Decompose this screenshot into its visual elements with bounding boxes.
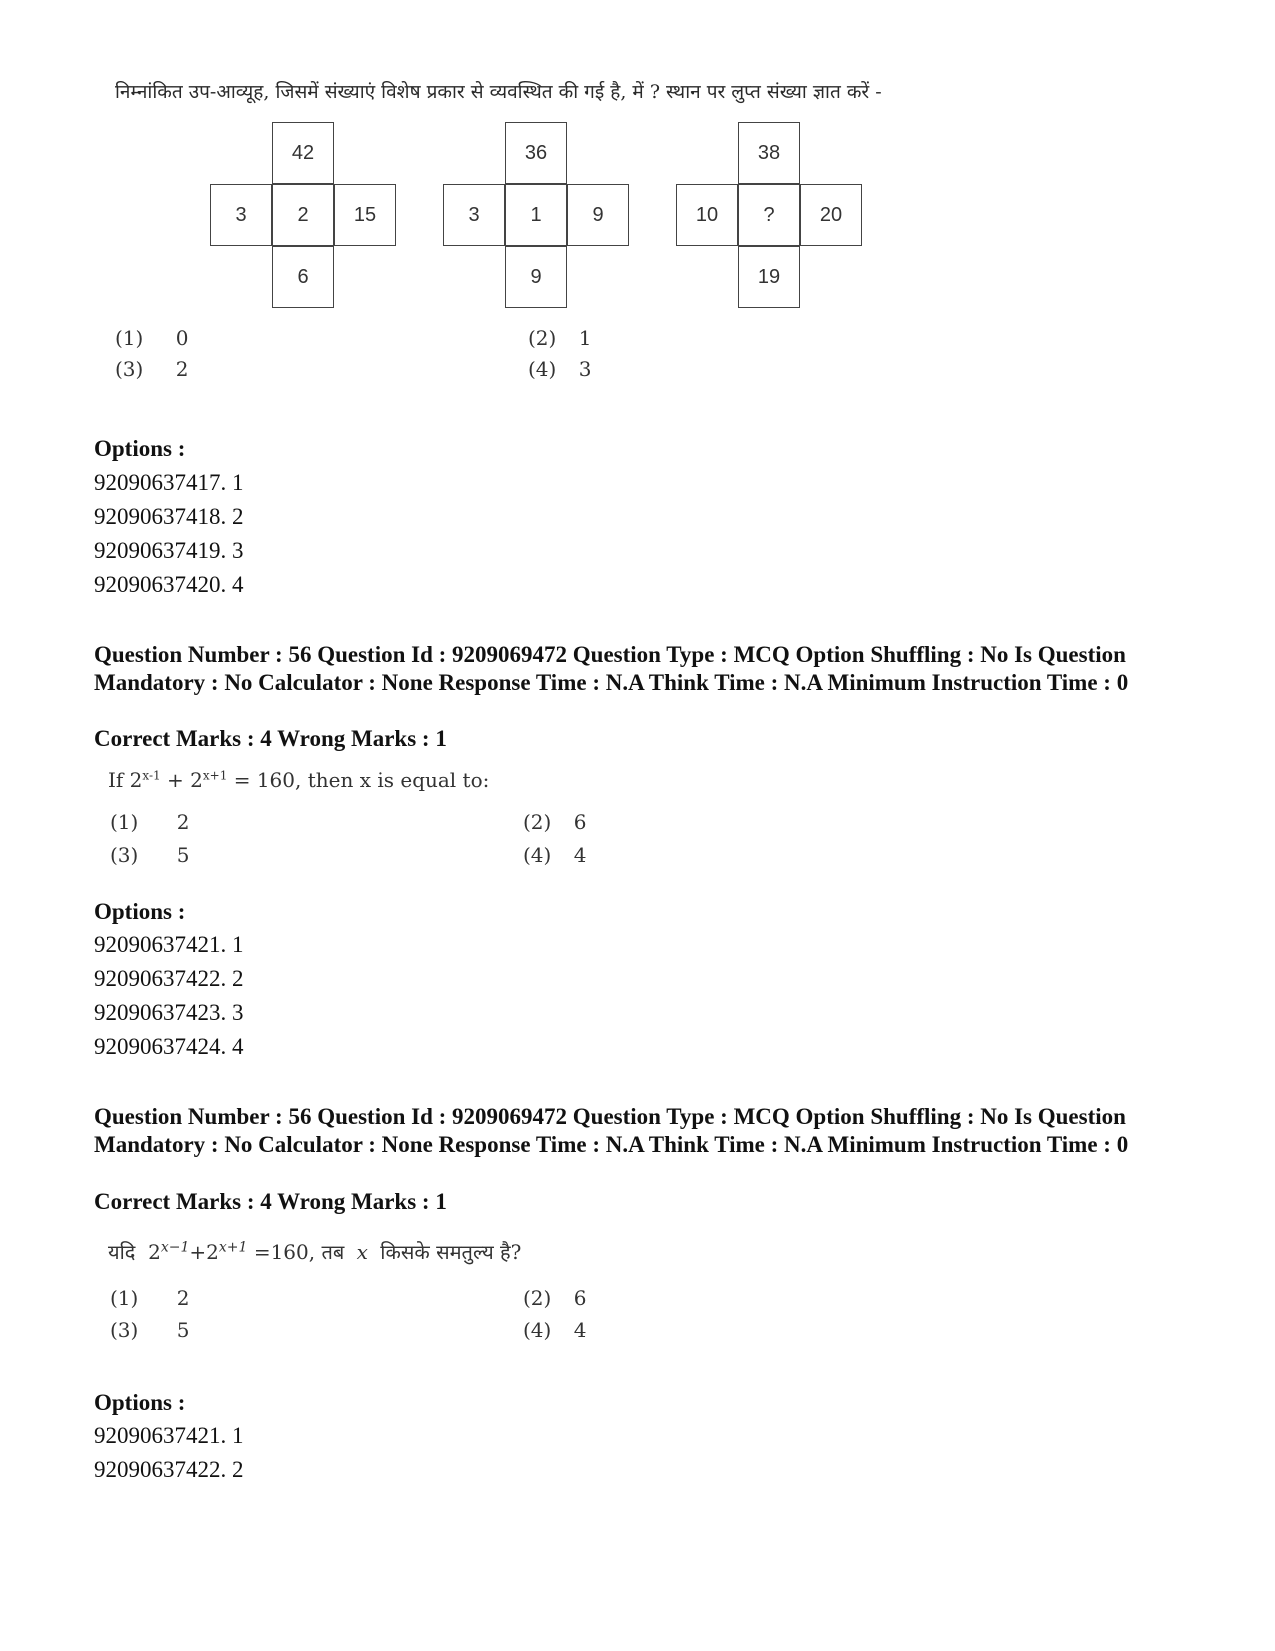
q55-prompt: निम्नांकित उप-आव्यूह, जिसमें संख्याएं विशेष प्रकार से व्यवस्थित की गई है, में ? स्थान पर लुप्त संख्या ज्ञात करें - <box>115 81 882 103</box>
q-variable: x <box>356 1240 368 1264</box>
choice-number: (2) <box>528 326 557 350</box>
q55-options-title: Options : <box>94 436 186 461</box>
cell-right: 9 <box>567 184 629 246</box>
q-base: 2 <box>190 768 203 792</box>
q-then: , तब <box>308 1240 345 1264</box>
q-rest: = 160, then x is equal to: <box>227 768 490 792</box>
choice-value: 5 <box>176 843 190 867</box>
q-exponent: x+1 <box>202 768 228 783</box>
q56-hi-marks: Correct Marks : 4 Wrong Marks : 1 <box>94 1189 447 1214</box>
option-item: 92090637424. 4 <box>94 1034 244 1059</box>
choice-value: 6 <box>573 810 587 834</box>
q-exponent: x+1 <box>218 1239 248 1256</box>
choice-number: (1) <box>110 810 139 834</box>
q56-hi-choice-3 <box>110 1318 189 1342</box>
q-equals: =160 <box>253 1240 309 1264</box>
q-if: यदि <box>108 1240 136 1264</box>
choice-number: (2) <box>523 1286 552 1310</box>
choice-value: 4 <box>573 843 587 867</box>
q-rest: किसके समतुल्य है? <box>380 1240 522 1264</box>
choice-value: 5 <box>176 1318 190 1342</box>
q56-en-options-title: Options : <box>94 899 186 924</box>
q56-en-choice-3 <box>110 843 189 867</box>
choice-number: (3) <box>110 843 139 867</box>
q56-hi-choice-2 <box>523 1286 586 1310</box>
q56-en-marks: Correct Marks : 4 Wrong Marks : 1 <box>94 726 447 751</box>
choice-value: 6 <box>573 1286 587 1310</box>
choice-value: 2 <box>176 810 190 834</box>
cell-right: 15 <box>334 184 396 246</box>
number-cross-figure-3 <box>676 122 872 318</box>
cell-bottom: 19 <box>738 246 800 308</box>
q56-hi-choice-4 <box>523 1318 586 1342</box>
q55-options-list <box>94 466 244 602</box>
choice-number: (1) <box>115 326 144 350</box>
choice-value: 2 <box>175 357 189 381</box>
q56-hi-choice-1 <box>110 1286 189 1310</box>
choice-number: (2) <box>523 810 552 834</box>
cell-right: 20 <box>800 184 862 246</box>
q56-en-choice-4 <box>523 843 586 867</box>
option-item: 92090637421. 1 <box>94 932 244 957</box>
option-item: 92090637422. 2 <box>94 1457 244 1482</box>
q56-en-meta: Question Number : 56 Question Id : 9209069472 Question Type : MCQ Option Shuffling : No Is Question Mandatory : No Calculator : None Response Time : N.A Think Time : N.A Minimum Instruction Time : 0 <box>94 642 1129 695</box>
cell-bottom: 9 <box>505 246 567 308</box>
cell-top: 36 <box>505 122 567 184</box>
cell-center: ? <box>738 184 800 246</box>
option-item: 92090637421. 1 <box>94 1423 244 1448</box>
q56-hi-question <box>108 1238 521 1265</box>
q-exponent: x-1 <box>142 768 161 783</box>
choice-number: (4) <box>528 357 557 381</box>
q-exponent: x−1 <box>160 1239 190 1256</box>
number-cross-figure-2 <box>443 122 639 318</box>
q56-en-choice-2 <box>523 810 586 834</box>
q56-hi-meta: Question Number : 56 Question Id : 9209069472 Question Type : MCQ Option Shuffling : No Is Question Mandatory : No Calculator : None Response Time : N.A Think Time : N.A Minimum Instruction Time : 0 <box>94 1104 1129 1157</box>
option-item: 92090637423. 3 <box>94 1000 244 1025</box>
q-base: 2 <box>148 1240 161 1264</box>
q-if: If <box>108 768 124 792</box>
q55-choice-3 <box>115 357 188 381</box>
option-item: 92090637420. 4 <box>94 572 244 597</box>
choice-value: 3 <box>578 357 592 381</box>
choice-number: (3) <box>110 1318 139 1342</box>
cell-top: 38 <box>738 122 800 184</box>
q56-hi-options-title: Options : <box>94 1390 186 1415</box>
cell-left: 3 <box>443 184 505 246</box>
cell-left: 3 <box>210 184 272 246</box>
q55-choice-2 <box>528 326 591 350</box>
q56-en-question <box>108 768 489 792</box>
number-cross-figure-1 <box>210 122 406 318</box>
choice-number: (4) <box>523 843 552 867</box>
cell-center: 2 <box>272 184 334 246</box>
cell-center: 1 <box>505 184 567 246</box>
option-item: 92090637418. 2 <box>94 504 244 529</box>
q-base: 2 <box>206 1240 219 1264</box>
choice-value: 2 <box>176 1286 190 1310</box>
cell-top: 42 <box>272 122 334 184</box>
cell-left: 10 <box>676 184 738 246</box>
option-item: 92090637417. 1 <box>94 470 244 495</box>
choice-value: 1 <box>578 326 592 350</box>
q-plus: + <box>160 768 191 792</box>
choice-number: (3) <box>115 357 144 381</box>
option-item: 92090637422. 2 <box>94 966 244 991</box>
q-base: 2 <box>129 768 143 792</box>
q55-choice-1 <box>115 326 188 350</box>
q56-hi-options-list <box>94 1419 244 1487</box>
q56-en-options-list <box>94 928 244 1064</box>
choice-value: 4 <box>573 1318 587 1342</box>
q-plus: + <box>189 1240 207 1264</box>
choice-number: (4) <box>523 1318 552 1342</box>
q56-en-choice-1 <box>110 810 189 834</box>
choice-value: 0 <box>175 326 189 350</box>
choice-number: (1) <box>110 1286 139 1310</box>
option-item: 92090637419. 3 <box>94 538 244 563</box>
q55-choice-4 <box>528 357 591 381</box>
cell-bottom: 6 <box>272 246 334 308</box>
